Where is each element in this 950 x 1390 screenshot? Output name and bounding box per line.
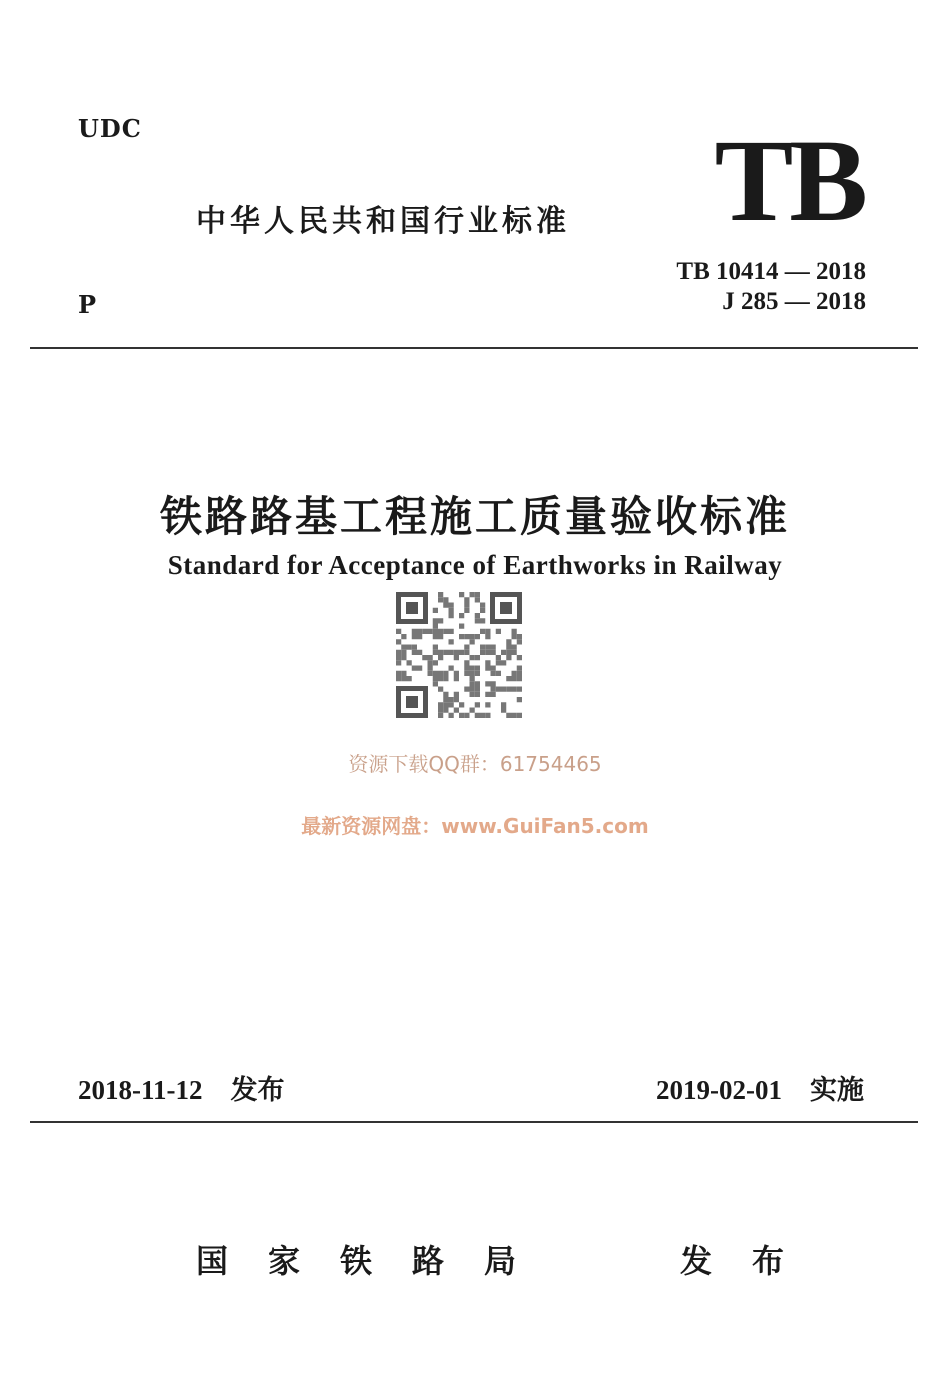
title-english: Standard for Acceptance of Earthworks in Railway (167, 550, 783, 580)
record-number: J 285 — 2018 (722, 288, 866, 315)
issuer-name: 国家铁路局 (196, 1242, 557, 1280)
qr-code-icon (396, 592, 522, 718)
implement-label: 实施 (810, 1075, 864, 1106)
issue-action: 发布 (680, 1242, 825, 1280)
issue-label: 发布 (230, 1075, 285, 1106)
standard-number: TB 10414 — 2018 (676, 258, 866, 285)
issue-date: 2018-11-12 (78, 1075, 203, 1105)
top-divider (30, 347, 918, 349)
implement-date-line (656, 1068, 864, 1107)
category-mark: TB (714, 115, 864, 246)
industry-standard-title: 中华人民共和国行业标准 (196, 204, 570, 239)
watermark-site: 最新资源网盘：www.GuiFan5.com (301, 814, 649, 838)
bottom-divider (30, 1121, 918, 1123)
udc-label: UDC (78, 114, 142, 143)
classification-code: P (78, 290, 97, 319)
watermark-qq: 资源下载QQ群：61754465 (348, 752, 602, 776)
implement-date: 2019-02-01 (656, 1075, 782, 1105)
issue-date-line (78, 1068, 285, 1107)
title-chinese: 铁路路基工程施工质量验收标准 (159, 492, 790, 541)
